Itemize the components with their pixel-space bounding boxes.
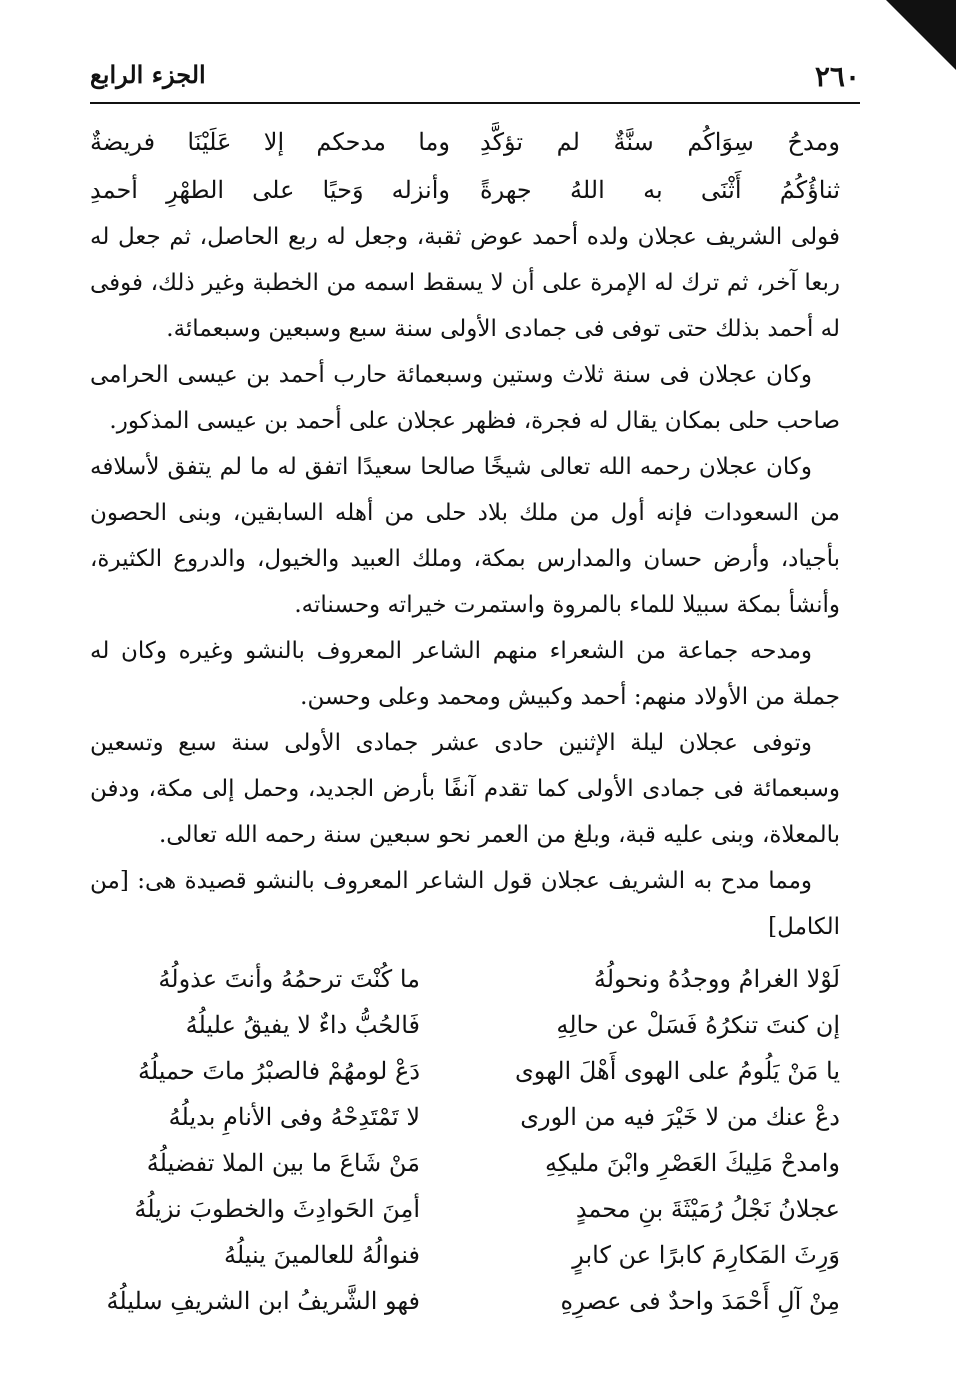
poem-line (90, 1232, 840, 1278)
poem-line (90, 1278, 840, 1324)
page-header (90, 58, 860, 98)
poem-line (90, 1048, 840, 1094)
poem-hemistich-second: فَالحُبُّ داءٌ لا يفيقُ عليلُهُ (185, 1011, 420, 1039)
poem-line (90, 1140, 840, 1186)
verse-hemistich-second: وأنزله وَحيًا على الطهْرِ أحمدِ (90, 176, 450, 204)
paragraph: ومدحه جماعة من الشعراء منهم الشاعر المعروف بالنشو وغيره وكان له جملة من الأولاد منهم: أحمد وكبيش ومحمد وعلى وحسن. (90, 638, 840, 710)
poem (90, 956, 840, 1324)
poem-hemistich-first: إن كنتَ تنكرُهُ فَسَلْ عن حالِهِ (556, 1011, 840, 1039)
poem-hemistich-first: لَوْلا الغرامُ ووجدُهُ ونحولُهُ (593, 965, 840, 993)
poem-hemistich-first: وَرِثَ المَكارِمَ كابرًا عن كابرٍ (572, 1241, 840, 1269)
verse-line (90, 166, 840, 214)
poem-hemistich-second: ما كُنْتَ ترحمُهُ وأنتَ عذولُهُ (158, 965, 420, 993)
poem-line (90, 1094, 840, 1140)
paragraph: ومما مدح به الشريف عجلان قول الشاعر المعروف بالنشو قصيدة هى: [من الكامل] (90, 868, 840, 940)
poem-hemistich-second: لا تَمْتَدِحْهُ وفى الأنامِ بديلُهُ (168, 1103, 420, 1131)
poem-line (90, 1186, 840, 1232)
poem-hemistich-second: فهو الشَّريفُ ابن الشريفِ سليلُهُ (106, 1287, 420, 1315)
verse-hemistich-first: ومدحُ سِوَاكُم سنَّةٌ لم تؤكَّدِ (480, 128, 840, 156)
poem-hemistich-second: فنوالُهُ للعالمينَ ينيلُهُ (223, 1241, 420, 1269)
verse-hemistich-first: ثناؤُكُمُ أَثْنَى به اللهُ جهرةً (480, 176, 840, 204)
header-rule (90, 102, 860, 104)
paragraph: وكان عجلان رحمه الله تعالى شيخًا صالحا سعيدًا اتفق له ما لم يتفق لأسلافه من السعودات فإنه أول من ملك بلاد حلى من أهله السابقين، وبنى الحصون بأجياد، وأرض حسان والمدارس بمكة، وملك العبيد والخيول، والدروع الكثيرة، وأنشأ بمكة سبيلا للماء بالمروة واستمرت خيراته وحسناته. (90, 454, 840, 618)
poem-hemistich-first: وامدحْ مَلِيكَ العَصْرِ وابْنَ مليكِهِ (545, 1149, 840, 1177)
poem-line (90, 1002, 840, 1048)
page-corner-mark (886, 0, 956, 70)
poem-line (90, 956, 840, 1002)
poem-hemistich-second: دَعْ لومهُمْ فالصبْرُ ماتَ حميلُهُ (137, 1057, 420, 1085)
verse-hemistich-second: وما مدحكم إلا عَلَيْنَا فريضةٌ (90, 128, 450, 156)
paragraph: وتوفى عجلان ليلة الإثنين حادى عشر جمادى الأولى سنة سبع وتسعين وسبعمائة فى جمادى الأولى كما تقدم آنفًا بأرض الجديد، وحمل إلى مكة، ودفن بالمعلاة، وبنى عليه قبة، وبلغ من العمر نحو سبعين سنة رحمه الله تعالى. (90, 730, 840, 848)
poem-hemistich-first: يا مَنْ يَلُومُ على الهوى أَهْلَ الهوى (515, 1057, 840, 1085)
poem-hemistich-first: عجلانُ نَجْلُ رُمَيْثَةَ بنِ محمدٍ (575, 1195, 840, 1223)
poem-hemistich-first: مِنْ آلِ أَحْمَدَ واحدٌ فى عصرِهِ (560, 1287, 840, 1315)
page-number: ٢٦٠ (814, 60, 860, 93)
paragraph: فولى الشريف عجلان ولده أحمد عوض ثقبة، وجعل له ربع الحاصل، ثم جعل له ربعا آخر، ثم ترك له الإمرة على أن لا يسقط اسمه من الخطبة وغير ذلك، فوفى له أحمد بذلك حتى توفى فى جمادى الأولى سنة سبع وسبعين وسبعمائة. (90, 224, 840, 342)
paragraph: وكان عجلان فى سنة ثلاث وستين وسبعمائة حارب أحمد بن عيسى الحرامى صاحب حلى بمكان يقال له فجرة، فظهر عجلان على أحمد بن عيسى المذكور. (90, 362, 840, 434)
poem-hemistich-first: دعْ عنك من لا خَيْرَ فيه من الورى (520, 1103, 840, 1131)
poem-hemistich-second: مَنْ شَاعَ ما بين الملا تفضيلُهُ (146, 1149, 420, 1177)
verse-line (90, 118, 840, 166)
running-title: الجزء الرابع (90, 60, 206, 89)
page-body (90, 118, 840, 1324)
poem-hemistich-second: أمِنَ الحَوادِثَ والخطوبَ نزيلُهُ (134, 1195, 420, 1223)
